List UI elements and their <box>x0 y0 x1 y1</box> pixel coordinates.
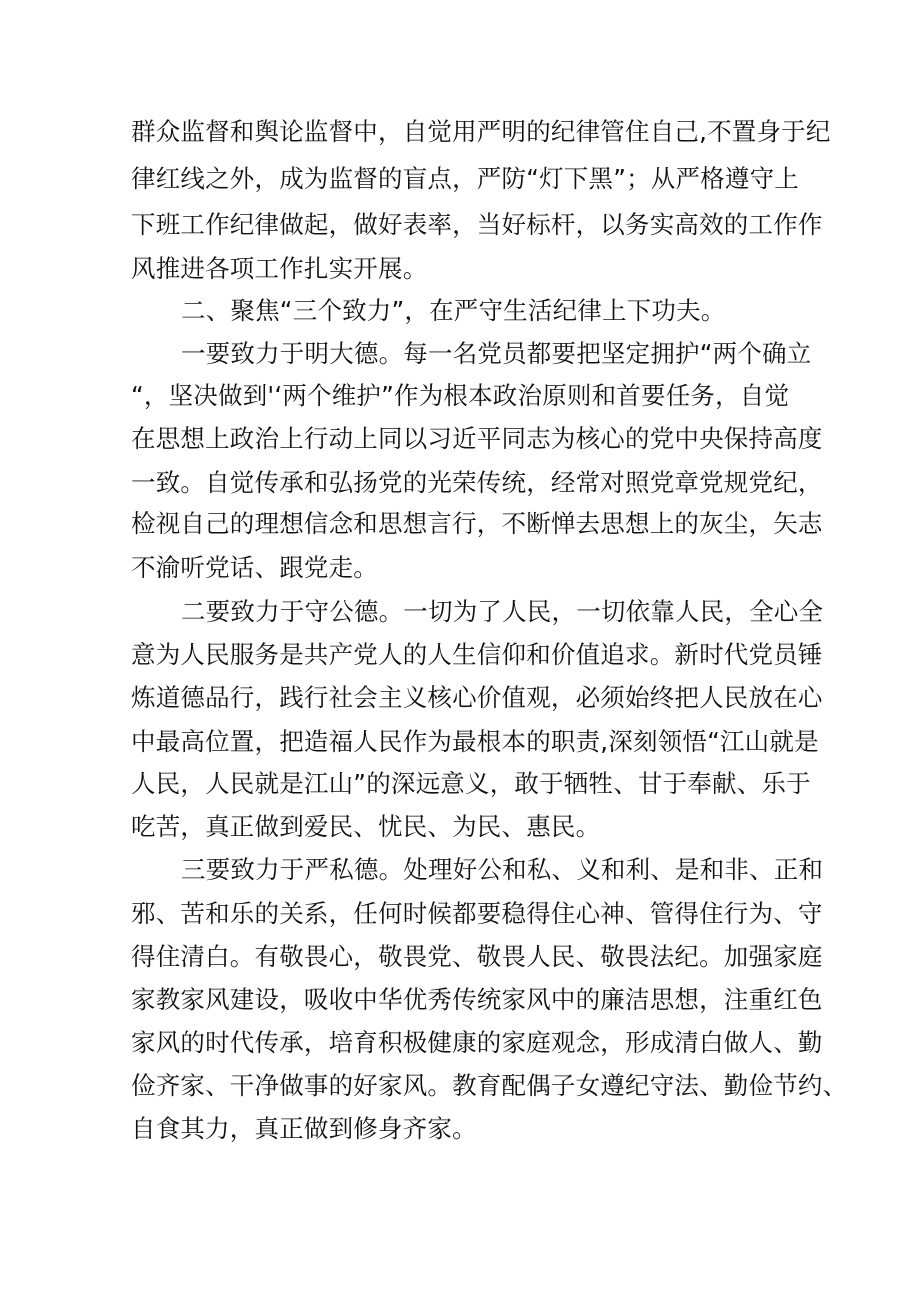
text-line: 意为人民服务是共产党人的人生信仰和价值追求。新时代党员锤 <box>131 640 823 669</box>
text-line: 中最高位置，把造福人民作为最根本的职责,深刻领悟“江山就是 <box>131 727 819 756</box>
text-line: 群众监督和舆论监督中，自觉用严明的纪律管住自己,不置身于纪 <box>131 117 831 146</box>
text-line: 三要致力于严私德。处理好公和私、义和利、是和非、正和 <box>181 855 824 884</box>
text-line: 人民，人民就是江山”的深远意义，敢于牺牲、甘于奉献、乐于 <box>131 769 811 798</box>
text-line: “，坚决做到'‘两个维护”作为根本政治原则和首要任务，自觉 <box>131 381 790 410</box>
text-line: 检视自己的理想信念和思想言行，不断惮去思想上的灰尘，矢志 <box>131 509 823 538</box>
text-line: 吃苦，真正做到爱民、忧民、为民、惠民。 <box>131 812 601 841</box>
text-line: 一致。自觉传承和弘扬党的光荣传统，经常对照党章党规党纪， <box>131 468 823 497</box>
text-line: 下班工作纪律做起，做好表率，当好标杆，以务实高效的工作作 <box>131 210 823 239</box>
text-line: 二要致力于守公德。一切为了人民，一切依靠人民，全心全 <box>181 597 824 626</box>
text-line: 炼道德品行，践行社会主义核心价值观，必须始终把人民放在心 <box>131 683 823 712</box>
text-line: 律红线之外，成为监督的盲点，严防“灯下黑”；从严格遵守上 <box>131 164 799 193</box>
text-line: 邪、苦和乐的关系，任何时候都要稳得住心神、管得住行为、守 <box>131 899 823 928</box>
text-line: 不渝听党话、跟党走。 <box>131 553 378 582</box>
text-line: 一要致力于明大德。每一名党员都要把坚定拥护“两个确立 <box>181 339 812 368</box>
text-line: 自食其力，真正做到修身齐家。 <box>131 1114 477 1143</box>
text-line: 家风的时代传承，培育积极健康的家庭观念，形成清白做人、勤 <box>131 1028 823 1057</box>
text-line: 家教家风建设，吸收中华优秀传统家风中的廉洁思想，注重红色 <box>131 985 823 1014</box>
text-line: 风推进各项工作扎实开展。 <box>131 254 428 283</box>
text-line: 俭齐家、干净做事的好家风。教育配偶子女遵纪守法、勤俭节约、 <box>131 1071 848 1100</box>
section-heading: 二、聚焦“三个致力”，在严守生活纪律上下功夫。 <box>181 296 726 325</box>
text-line: 在思想上政治上行动上同以习近平同志为核心的党中央保持高度 <box>131 424 823 453</box>
text-line: 得住清白。有敬畏心，敬畏党、敬畏人民、敬畏法纪。加强家庭 <box>131 942 823 971</box>
